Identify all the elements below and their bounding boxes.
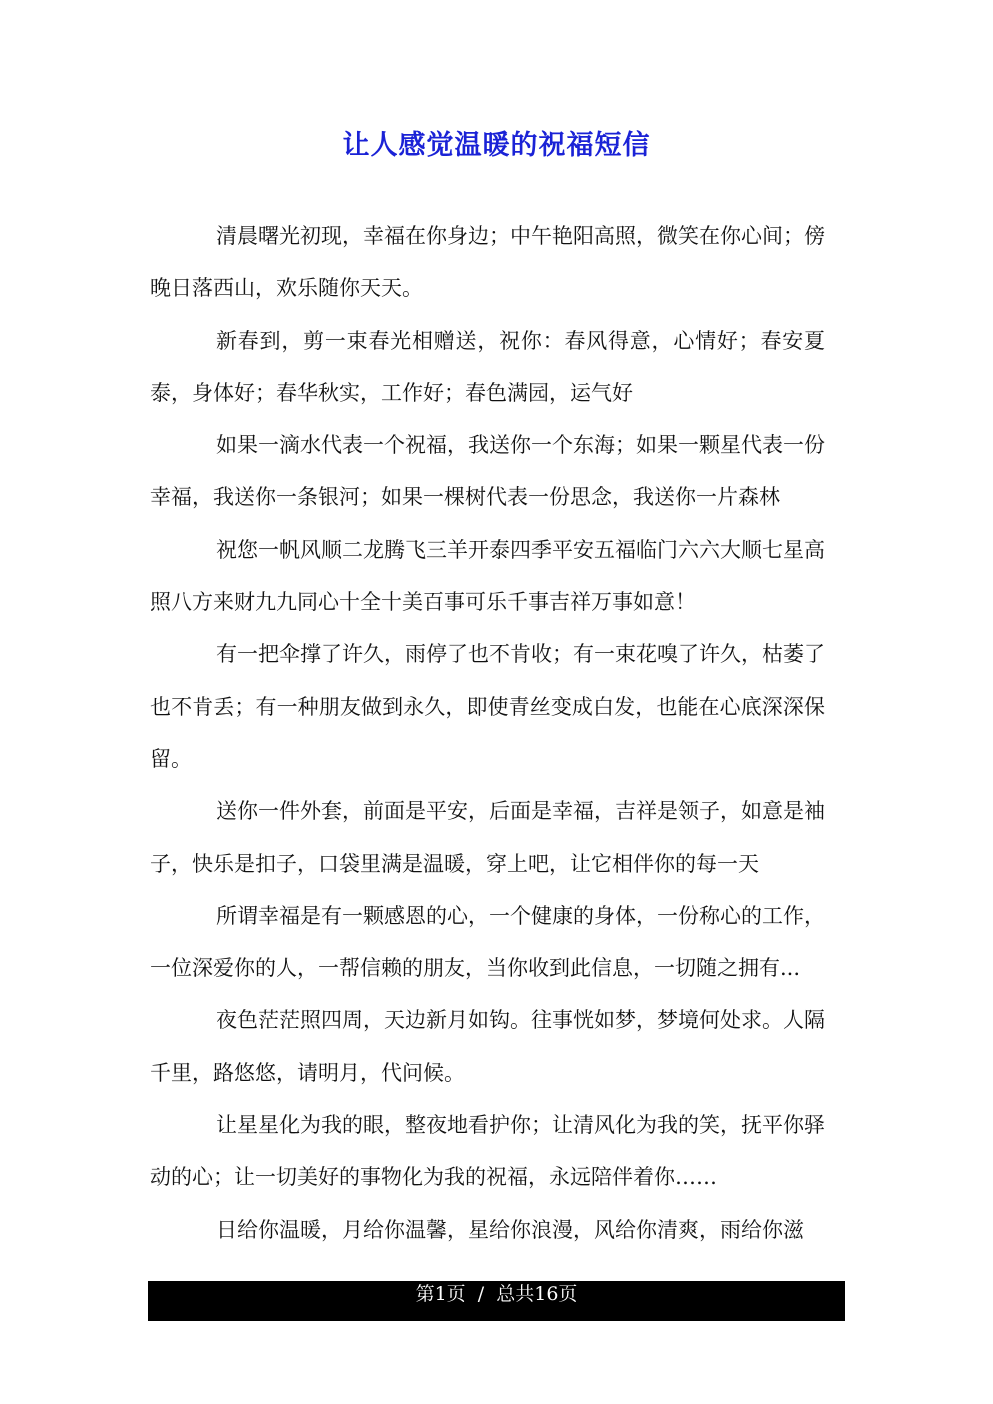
paragraph-8: 夜色茫茫照四周，天边新月如钩。往事恍如梦，梦境何处求。人隔千里，路悠悠，请明月，代问候。	[150, 1008, 825, 1085]
paragraph-6: 送你一件外套，前面是平安，后面是幸福，吉祥是领子，如意是袖子，快乐是扣子，口袋里满是温暖，穿上吧，让它相伴你的每一天	[150, 799, 825, 876]
paragraph-7: 所谓幸福是有一颗感恩的心，一个健康的身体，一份称心的工作，一位深爱你的人，一帮信赖的朋友，当你收到此信息，一切随之拥有...	[150, 903, 825, 981]
page-number: 第1页 / 总共16页	[415, 1283, 578, 1305]
paragraph-4: 祝您一帆风顺二龙腾飞三羊开泰四季平安五福临门六六大顺七星高照八方来财九九同心十全十美百事可乐千事吉祥万事如意！	[150, 537, 825, 615]
page-footer	[148, 1281, 845, 1321]
document-body	[150, 210, 825, 1256]
paragraph-5: 有一把伞撑了许久，雨停了也不肯收；有一束花嗅了许久，枯萎了也不肯丢；有一种朋友做到永久，即使青丝变成白发，也能在心底深深保留。	[150, 642, 825, 771]
paragraph-9: 让星星化为我的眼，整夜地看护你；让清风化为我的笑，抚平你驿动的心；让一切美好的事物化为我的祝福，永远陪伴着你……	[150, 1113, 825, 1190]
paragraph-10: 日给你温暖，月给你温馨，星给你浪漫，风给你清爽，雨给你滋	[216, 1217, 804, 1242]
page-title: 让人感觉温暖的祝福短信	[342, 130, 651, 161]
paragraph-3: 如果一滴水代表一个祝福，我送你一个东海；如果一颗星代表一份幸福，我送你一条银河；如果一棵树代表一份思念，我送你一片森林	[150, 433, 825, 510]
paragraph-2: 新春到，剪一束春光相赠送，祝你：春风得意，心情好；春安夏泰，身体好；春华秋实，工作好；春色满园，运气好	[150, 328, 825, 405]
paragraph-1: 清晨曙光初现，幸福在你身边；中午艳阳高照，微笑在你心间；傍晚日落西山，欢乐随你天天。	[150, 224, 825, 301]
